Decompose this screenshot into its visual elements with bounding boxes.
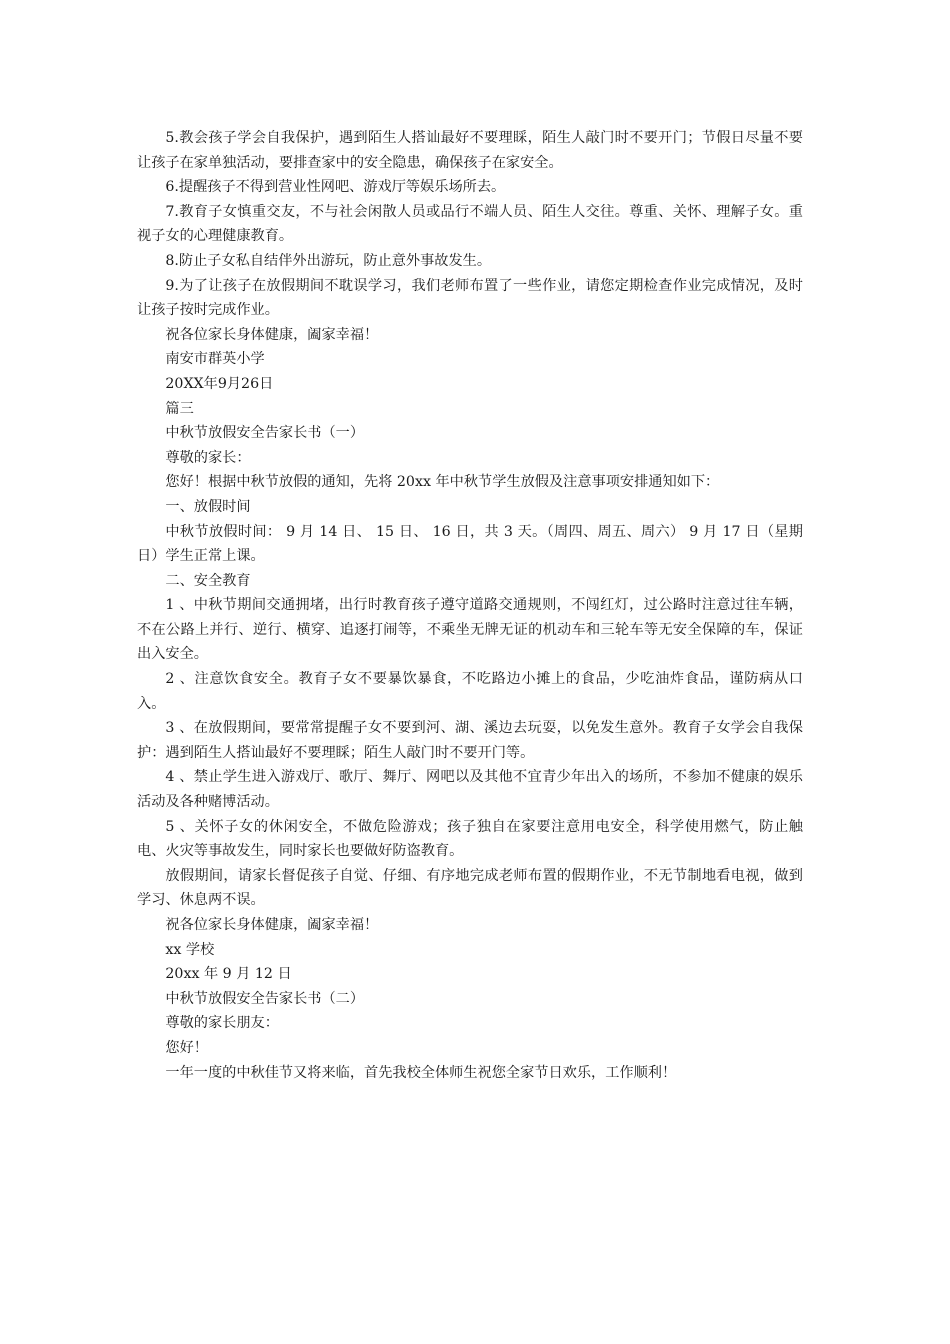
closing-wish: 祝各位家长身体健康，阖家幸福！ <box>165 326 379 343</box>
paragraph: 一年一度的中秋佳节又将来临，首先我校全体师生祝您全家节日欢乐，工作顺利！ <box>165 1064 677 1081</box>
paragraph: 中秋节放假时间： 9 月 14 日、 15 日、 16 日，共 3 天。（周四、周五、周六） 9 月 17 日（星期日）学生正常上课。 <box>137 523 803 565</box>
signature-school: xx 学校 <box>165 941 215 958</box>
greeting: 您好！ <box>165 1039 208 1056</box>
document-body <box>137 126 803 1085</box>
signature-date: 20XX年9月26日 <box>165 375 274 392</box>
closing-wish: 祝各位家长身体健康，阖家幸福！ <box>165 917 379 933</box>
salutation: 尊敬的家长： <box>165 449 251 466</box>
letter-title: 中秋节放假安全告家长书（一） <box>165 425 365 442</box>
salutation: 尊敬的家长朋友： <box>165 1015 279 1032</box>
paragraph: 放假期间，请家长督促孩子自觉、仔细、有序地完成老师布置的假期作业，不无节制地看电视，做到学习、休息两不误。 <box>137 867 803 909</box>
section-title: 篇三 <box>165 400 194 417</box>
paragraph: 5 、关怀子女的休闲安全，不做危险游戏；孩子独自在家要注意用电安全，科学使用燃气，防止触电、火灾等事故发生，同时家长也要做好防盗教育。 <box>137 818 803 860</box>
signature-date: 20xx 年 9 月 12 日 <box>165 966 292 983</box>
signature-school: 南安市群英小学 <box>165 351 265 368</box>
heading: 二、安全教育 <box>165 572 251 589</box>
paragraph: 6.提醒孩子不得到营业性网吧、游戏厅等娱乐场所去。 <box>165 179 506 196</box>
paragraph: 2 、注意饮食安全。教育子女不要暴饮暴食，不吃路边小摊上的食品，少吃油炸食品，谨防病从口入。 <box>137 671 803 712</box>
paragraph: 1 、中秋节期间交通拥堵，出行时教育孩子遵守道路交通规则，不闯红灯，过公路时注意过往车辆，不在公路上并行、逆行、横穿、追逐打闹等，不乘坐无牌无证的机动车和三轮车等无安全保障的车，保证出入安全。 <box>137 597 803 663</box>
letter-title: 中秋节放假安全告家长书（二） <box>165 990 365 1007</box>
paragraph: 7.教育子女慎重交友，不与社会闲散人员或品行不端人员、陌生人交往。尊重、关怀、理解子女。重视子女的心理健康教育。 <box>137 203 803 245</box>
paragraph: 5.教会孩子学会自我保护，遇到陌生人搭讪最好不要理睬，陌生人敲门时不要开门；节假日尽量不要让孩子在家单独活动，要排查家中的安全隐患，确保孩子在家安全。 <box>137 130 803 171</box>
paragraph: 8.防止子女私自结伴外出游玩，防止意外事故发生。 <box>165 252 492 269</box>
heading: 一、放假时间 <box>165 498 251 515</box>
paragraph: 您好！根据中秋节放假的通知，先将 20xx 年中秋节学生放假及注意事项安排通知如下： <box>165 474 720 491</box>
paragraph: 9.为了让孩子在放假期间不耽误学习，我们老师布置了一些作业，请您定期检查作业完成情况，及时让孩子按时完成作业。 <box>137 277 803 319</box>
paragraph: 4 、禁止学生进入游戏厅、歌厅、舞厅、网吧以及其他不宜青少年出入的场所，不参加不健康的娱乐活动及各种赌博活动。 <box>137 769 803 811</box>
paragraph: 3 、在放假期间，要常常提醒子女不要到河、湖、溪边去玩耍，以免发生意外。教育子女学会自我保护：遇到陌生人搭讪最好不要理睬；陌生人敲门时不要开门等。 <box>137 720 803 761</box>
